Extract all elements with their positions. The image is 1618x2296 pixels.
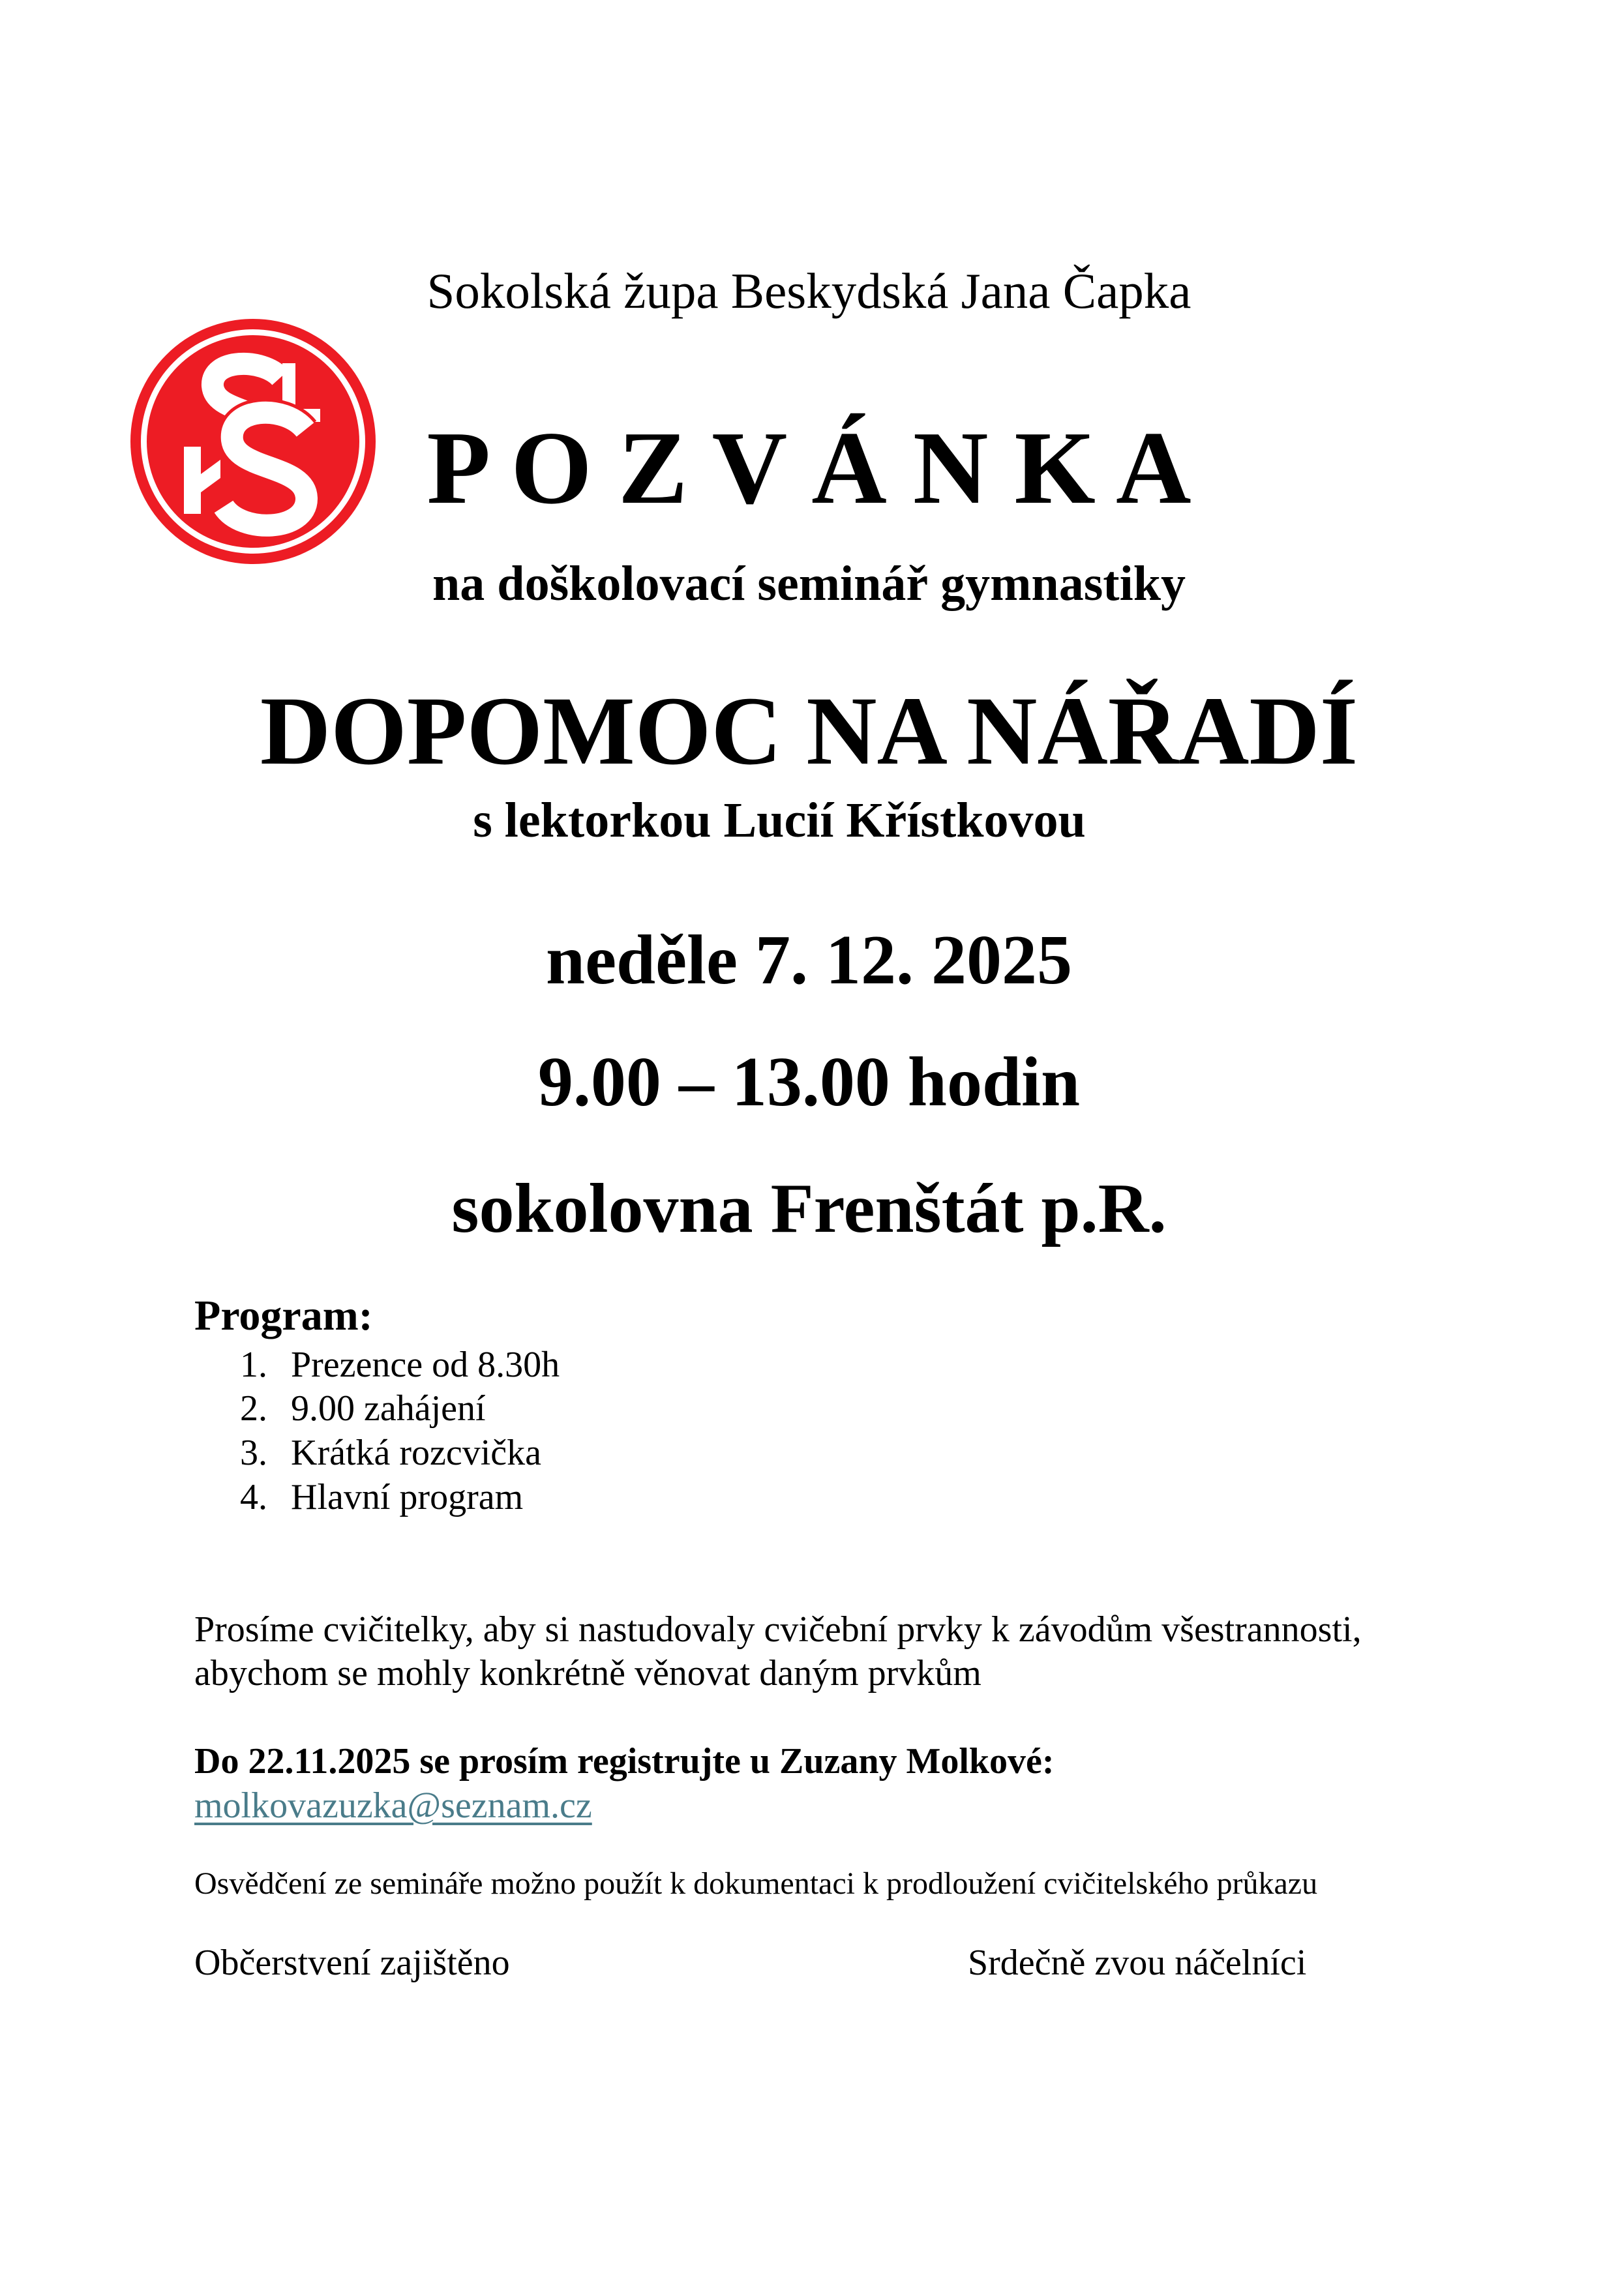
invitation-heading: P O Z V Á N K A bbox=[427, 410, 1191, 526]
request-text-line1: Prosíme cvičitelky, aby si nastudovaly cvičební prvky k závodům všestrannosti, bbox=[194, 1609, 1362, 1650]
certificate-note: Osvědčení ze semináře možno použít k dokumentaci k prodloužení cvičitelského průkazu bbox=[194, 1866, 1318, 1901]
lecturer: s lektorkou Lucií Křístkovou bbox=[473, 793, 1086, 848]
signature: Srdečně zvou náčelníci bbox=[968, 1943, 1307, 1983]
program-item: 2. 9.00 zahájení bbox=[240, 1388, 486, 1429]
refreshments-note: Občerstvení zajištěno bbox=[194, 1943, 510, 1983]
request-text-line2: abychom se mohly konkrétně věnovat daným prvkům bbox=[194, 1653, 981, 1693]
seminar-subtitle: na doškolovací seminář gymnastiky bbox=[432, 556, 1186, 611]
registration-note: Do 22.11.2025 se prosím registrujte u Zuzany Molkové: bbox=[194, 1741, 1055, 1782]
event-date: neděle 7. 12. 2025 bbox=[546, 921, 1072, 999]
program-item: 4. Hlavní program bbox=[240, 1477, 524, 1517]
program-label: Program: bbox=[194, 1292, 373, 1339]
program-item: 1. Prezence od 8.30h bbox=[240, 1345, 560, 1385]
event-venue: sokolovna Frenštát p.R. bbox=[451, 1170, 1167, 1247]
event-time: 9.00 – 13.00 hodin bbox=[537, 1043, 1081, 1121]
program-item: 3. Krátká rozcvička bbox=[240, 1433, 541, 1473]
sokol-logo bbox=[129, 318, 377, 565]
seminar-title: DOPOMOC NA NÁŘADÍ bbox=[260, 677, 1358, 785]
organization-name: Sokolská župa Beskydská Jana Čapka bbox=[427, 263, 1191, 319]
email-link[interactable]: molkovazuzka@seznam.cz bbox=[194, 1785, 592, 1826]
